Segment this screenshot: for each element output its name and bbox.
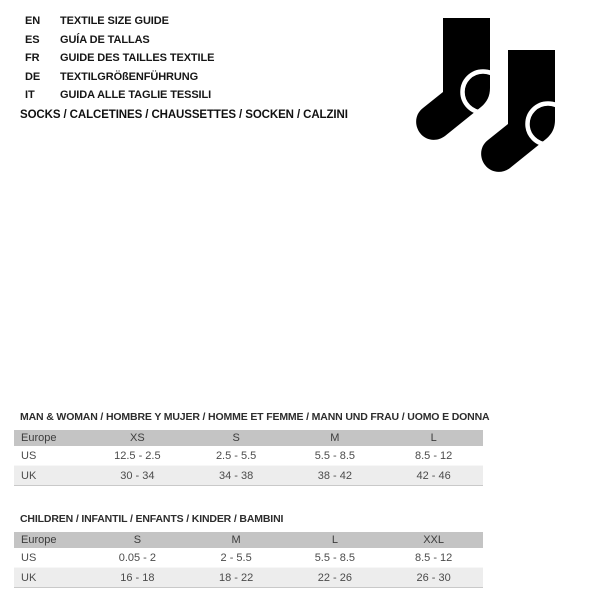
language-row-fr xyxy=(25,49,214,68)
column-header-xxl: XXL xyxy=(384,532,483,548)
adult-table-header-row xyxy=(14,430,483,446)
size-cell: 5.5 - 8.5 xyxy=(314,449,356,462)
socks-icon xyxy=(403,10,573,180)
column-header-europe: Europe xyxy=(14,430,88,446)
column-header-l: L xyxy=(384,430,483,446)
table-row-us xyxy=(14,446,483,466)
size-cell: 8.5 - 12 xyxy=(414,449,453,462)
category-title: SOCKS / CALCETINES / CHAUSSETTES / SOCKEN / CALZINI xyxy=(20,109,348,121)
adult-size-table xyxy=(14,430,483,486)
table-row-uk xyxy=(14,466,483,486)
children-size-table xyxy=(14,532,483,588)
language-label: TEXTILE SIZE GUIDE xyxy=(60,15,169,27)
size-cell: 0.05 - 2 xyxy=(118,551,157,564)
column-header-europe: Europe xyxy=(14,532,88,548)
language-code: IT xyxy=(25,89,35,101)
size-cell: 8.5 - 12 xyxy=(414,551,453,564)
language-code: EN xyxy=(25,15,41,27)
language-label: GUIDA ALLE TAGLIE TESSILI xyxy=(60,89,212,101)
region-label: US xyxy=(21,449,37,462)
region-label: UK xyxy=(21,469,37,482)
size-cell: 12.5 - 2.5 xyxy=(114,449,161,462)
size-cell: 26 - 30 xyxy=(416,571,451,584)
language-code: FR xyxy=(25,52,40,64)
size-cell: 30 - 34 xyxy=(120,469,155,482)
table-row-uk xyxy=(14,568,483,588)
children-table-title: CHILDREN / INFANTIL / ENFANTS / KINDER / BAMBINI xyxy=(20,513,284,525)
size-cell: 2.5 - 5.5 xyxy=(215,449,257,462)
language-row-en xyxy=(25,12,214,31)
language-row-es xyxy=(25,31,214,50)
column-header-s: S xyxy=(187,430,286,446)
language-code: DE xyxy=(25,70,41,83)
language-label: TEXTILGRÖßENFÜHRUNG xyxy=(60,70,199,83)
size-cell: 2 - 5.5 xyxy=(220,551,252,564)
language-list xyxy=(25,12,214,105)
language-row-de xyxy=(25,68,214,87)
children-table-header-row xyxy=(14,532,483,548)
language-label: GUIDE DES TAILLES TEXTILE xyxy=(60,52,215,64)
size-cell: 22 - 26 xyxy=(317,571,352,584)
column-header-xs: XS xyxy=(88,430,187,446)
language-code: ES xyxy=(25,33,40,46)
size-cell: 18 - 22 xyxy=(219,571,254,584)
size-cell: 16 - 18 xyxy=(120,571,155,584)
language-row-it xyxy=(25,86,214,105)
size-cell: 34 - 38 xyxy=(219,469,254,482)
column-header-l: L xyxy=(286,532,385,548)
region-label: UK xyxy=(21,571,37,584)
language-label: GUÍA DE TALLAS xyxy=(60,33,150,46)
adult-table-title: MAN & WOMAN / HOMBRE Y MUJER / HOMME ET FEMME / MANN UND FRAU / UOMO E DONNA xyxy=(20,411,490,423)
size-tables-section xyxy=(14,411,490,588)
column-header-m: M xyxy=(286,430,385,446)
column-header-s: S xyxy=(88,532,187,548)
column-header-m: M xyxy=(187,532,286,548)
size-cell: 5.5 - 8.5 xyxy=(314,551,356,564)
table-row-us xyxy=(14,548,483,568)
size-cell: 38 - 42 xyxy=(317,469,352,482)
size-cell: 42 - 46 xyxy=(416,469,451,482)
region-label: US xyxy=(21,551,37,564)
